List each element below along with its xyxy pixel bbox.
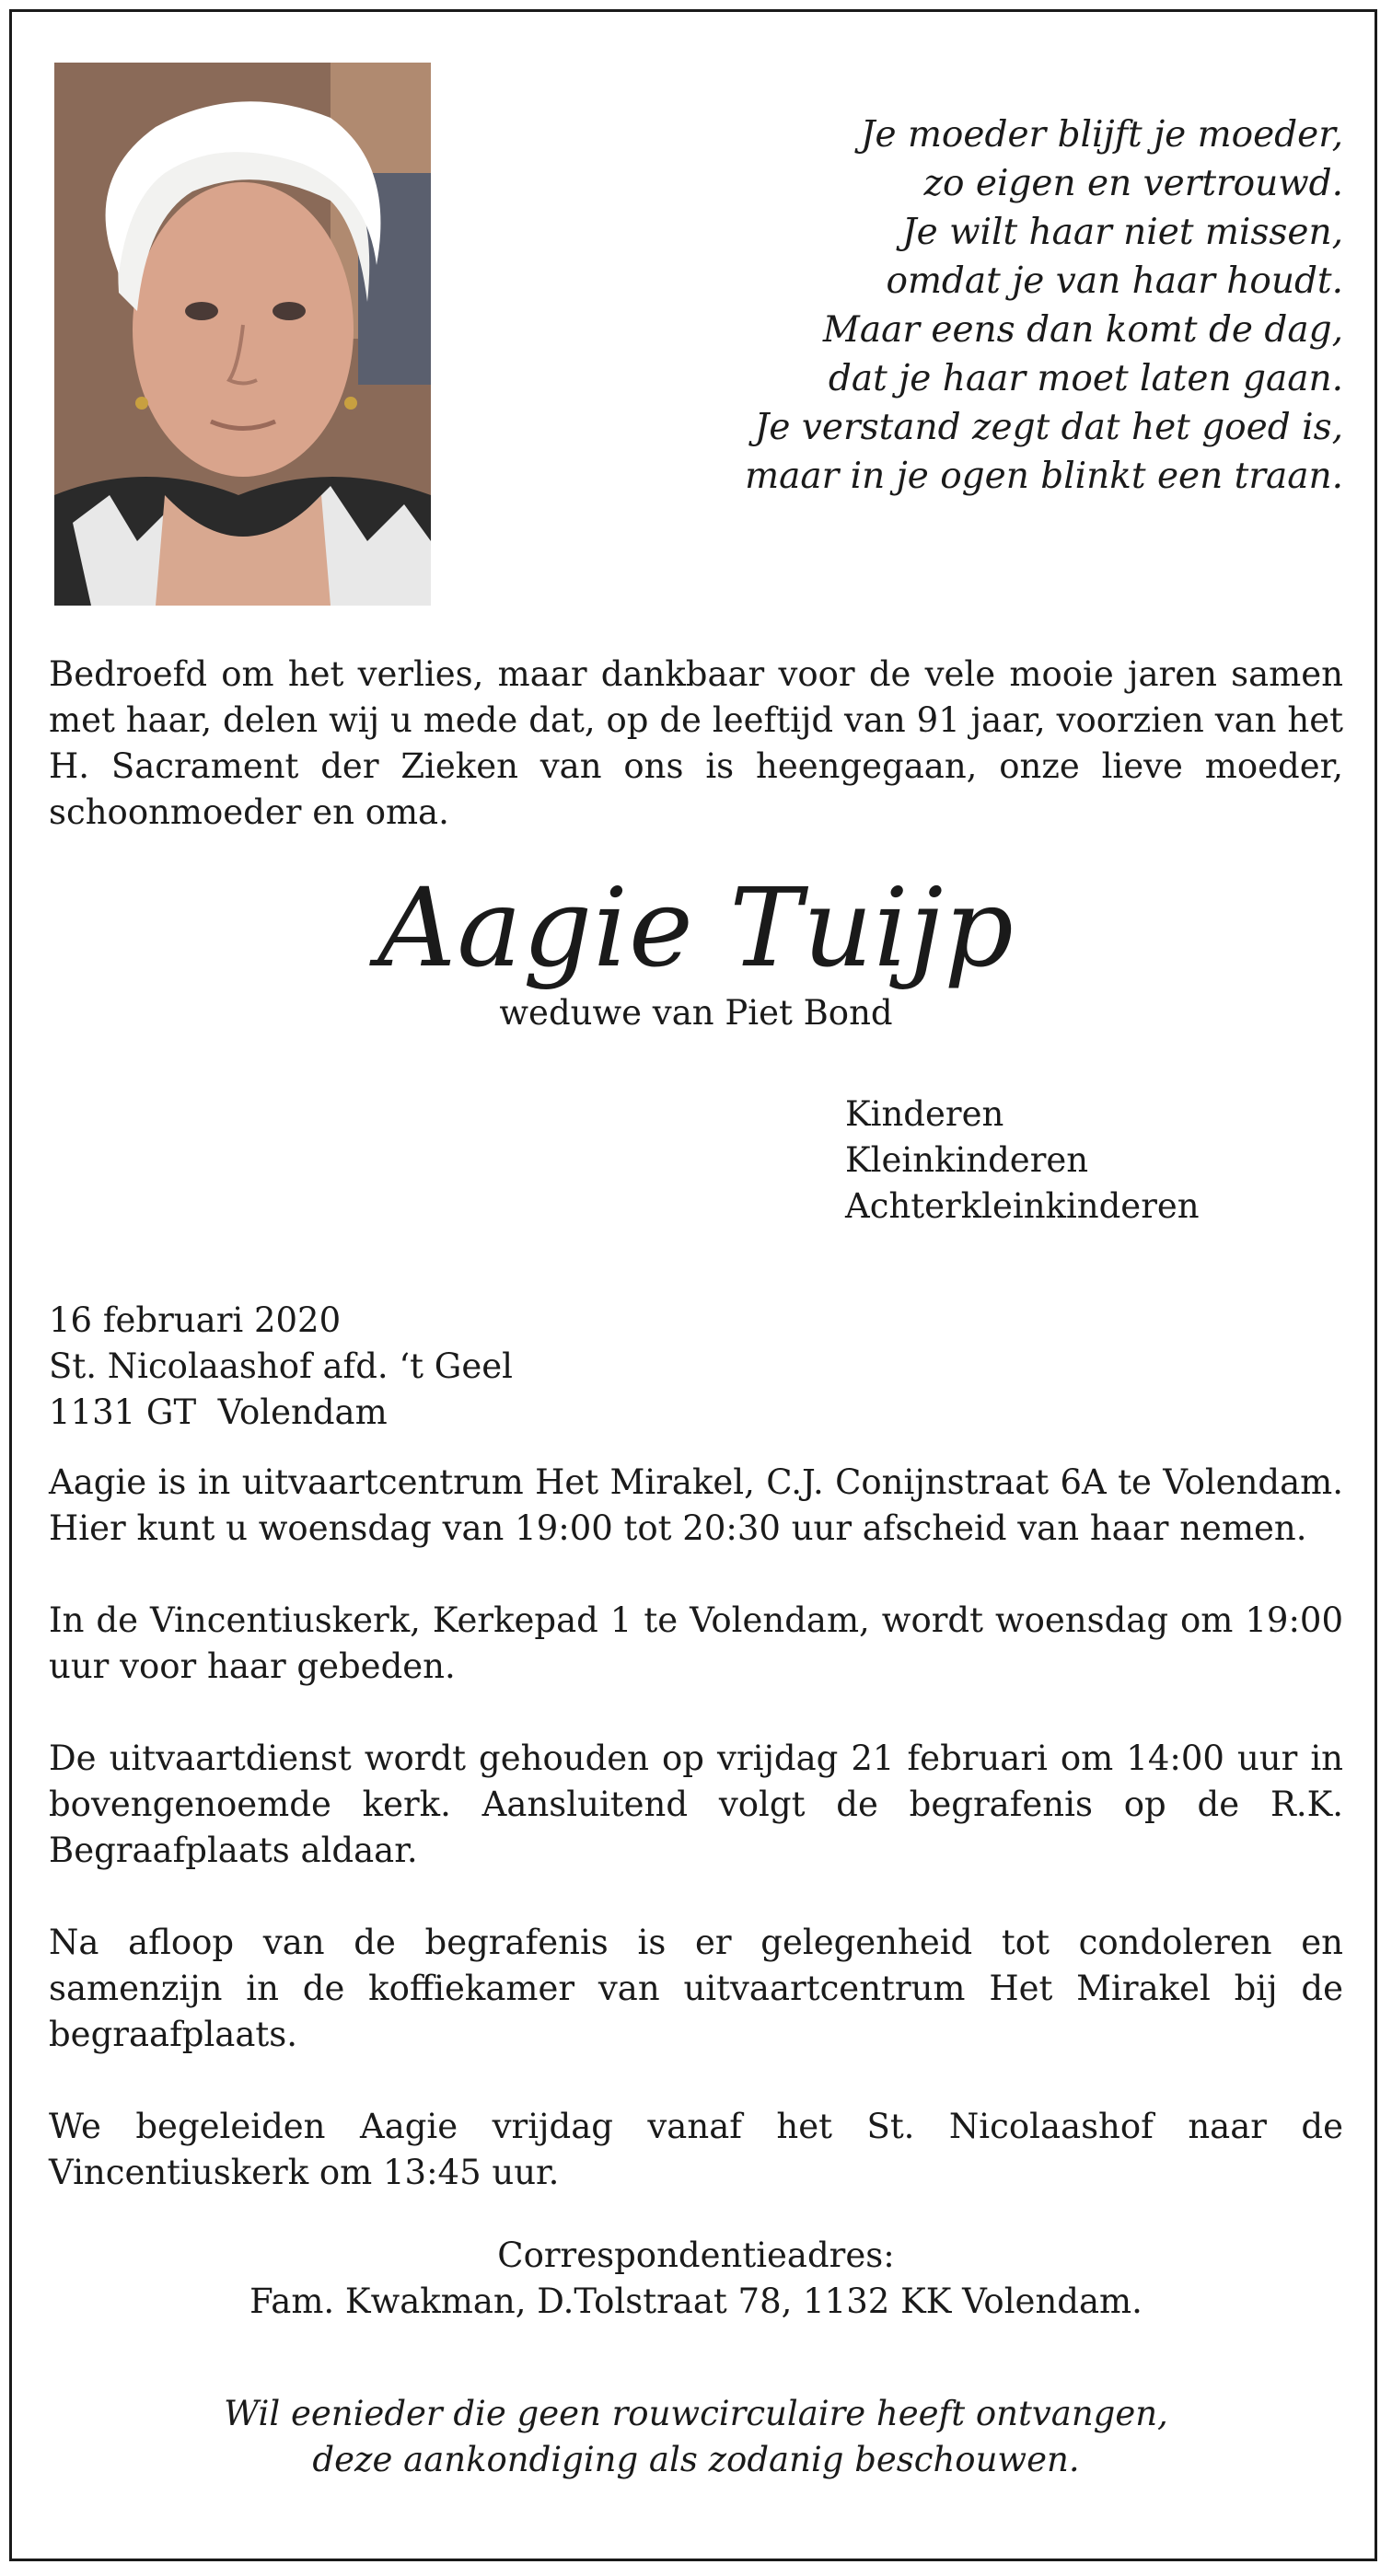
correspondence-block [49, 2233, 1343, 2325]
address-line: St. Nicolaashof afd. ‘t Geel [49, 1346, 513, 1386]
poem-line: Je wilt haar niet missen, [902, 212, 1343, 253]
procession-paragraph: We begeleiden Aagie vrijdag vanaf het St. Nicolaashof naar de Vincentiuskerk om 13:45 uur. [49, 2107, 1343, 2192]
correspondence-label: Correspondentieadres: [497, 2235, 895, 2275]
portrait-photo [54, 63, 431, 606]
home-address [49, 1298, 513, 1436]
poem-line: zo eigen en vertrouwd. [923, 163, 1343, 204]
poem-line: Je verstand zegt dat het goed is, [754, 407, 1343, 448]
relatives-item: Kleinkinderen [845, 1140, 1089, 1180]
poem-line: Je moeder blijft je moeder, [860, 114, 1343, 156]
closing-note [49, 2391, 1343, 2483]
widow-line: weduwe van Piet Bond [499, 993, 893, 1033]
relatives-list [845, 1092, 1200, 1230]
date-line: 16 februari 2020 [49, 1300, 342, 1340]
prayer-paragraph: In de Vincentiuskerk, Kerkepad 1 te Volendam, wordt woensdag om 19:00 uur voor haar gebeden. [49, 1600, 1343, 1686]
relatives-item: Achterkleinkinderen [845, 1186, 1200, 1226]
viewing-paragraph: Aagie is in uitvaartcentrum Het Mirakel, C.J. Conijnstraat 6A te Volendam. Hier kunt u woensdag van 19:00 tot 20:30 uur afscheid van haar nemen. [49, 1462, 1343, 1548]
postal-line: 1131 GT Volendam [49, 1392, 388, 1432]
closing-line: Wil eenieder die geen rouwcirculaire heeft ontvangen, [224, 2394, 1168, 2433]
intro-paragraph: Bedroefd om het verlies, maar dankbaar voor de vele mooie jaren samen met haar, delen wij u mede dat, op de leeftijd van 91 jaar, voorzien van het H. Sacrament der Zieken van ons is heengegaan, onze lieve moeder, schoonmoeder en oma. [49, 654, 1343, 832]
condolence-paragraph: Na afloop van de begrafenis is er gelegenheid tot condoleren en samenzijn in de koffiekamer van uitvaartcentrum Het Mirakel bij de begraafplaats. [49, 1923, 1343, 2054]
portrait-illustration [54, 63, 431, 606]
deceased-name: Aagie Tuijp [377, 864, 1015, 991]
closing-line: deze aankondiging als zodanig beschouwen. [312, 2440, 1080, 2479]
poem [644, 110, 1343, 501]
correspondence-address: Fam. Kwakman, D.Tolstraat 78, 1132 KK Volendam. [249, 2281, 1143, 2321]
funeral-service-paragraph: De uitvaartdienst wordt gehouden op vrijdag 21 februari om 14:00 uur in bovengenoemde kerk. Aansluitend volgt de begrafenis op de R.K. Begraafplaats aldaar. [49, 1739, 1343, 1870]
relatives-item: Kinderen [845, 1094, 1004, 1134]
poem-line: maar in je ogen blinkt een traan. [745, 456, 1343, 497]
poem-line: dat je haar moet laten gaan. [828, 358, 1343, 399]
poem-line: Maar eens dan komt de dag, [822, 309, 1343, 351]
poem-line: omdat je van haar houdt. [886, 260, 1343, 302]
